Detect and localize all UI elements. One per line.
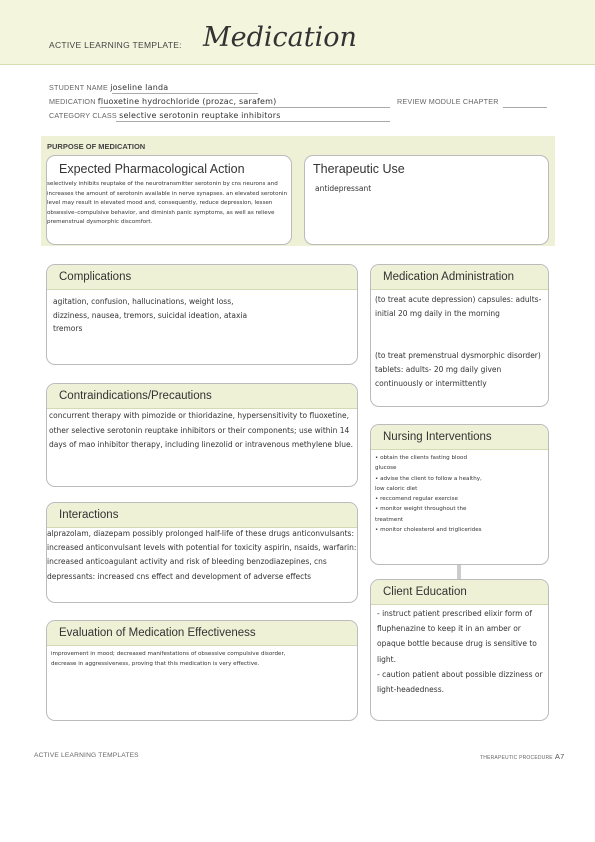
administration-text-2[interactable]: (to treat premenstrual dysmorphic disorder) tablets: adults- 20 mg daily given continuously or intermittently (375, 351, 541, 388)
client-education-text[interactable]: - instruct patient prescribed elixir form of fluphenazine to keep it in an amber or opaque bottle because drug is sensitive to light. - caution patient about possible dizziness or light-headedness. (377, 609, 543, 695)
therapeutic-use-box (304, 155, 549, 245)
connector-bar (457, 565, 461, 579)
medication-label: MEDICATION (49, 97, 96, 106)
student-name-row (49, 83, 168, 92)
template-label: ACTIVE LEARNING TEMPLATE: (49, 40, 182, 50)
interactions-text[interactable]: alprazolam, diazepam possibly prolonged half-life of these drugs anticonvulsants: increased anticonvulsant levels with potential for toxicity aspirin, nsaids, warfarin: increased anticoagulant activity and risk of bleeding benzodiazepines, cns depressants: increased cns effect and development of adverse effects (47, 529, 357, 581)
complications-text[interactable]: agitation, confusion, hallucinations, weight loss, dizziness, nausea, tremors, suicidal ideation, ataxia tremors (53, 297, 248, 333)
contraindications-title: Contraindications/Precautions (47, 384, 357, 409)
expected-action-box (46, 155, 292, 245)
nursing-interventions-title: Nursing Interventions (371, 425, 548, 450)
therapeutic-use-title: Therapeutic Use (313, 162, 405, 176)
footer-page: A7 (554, 752, 565, 761)
footer-right (480, 752, 564, 761)
category-row (49, 111, 281, 120)
complications-title: Complications (47, 265, 357, 290)
page-title: Medication (203, 22, 357, 53)
review-module-underline[interactable] (503, 107, 547, 108)
interactions-box (46, 502, 358, 603)
evaluation-box (46, 620, 358, 721)
student-name-value[interactable]: joseline landa (110, 83, 169, 92)
footer-procedure: THERAPEUTIC PROCEDURE (480, 755, 553, 761)
contraindications-text[interactable]: concurrent therapy with pimozide or thioridazine, hypersensitivity to fluoxetine, other selective serotonin reuptake inhibitors or their components; use within 14 days of mao inhibitor therapy, including linezolid or intravenous methylene blue. (49, 411, 354, 449)
student-name-label: STUDENT NAME (49, 83, 108, 92)
client-education-title: Client Education (371, 580, 548, 605)
therapeutic-use-text[interactable]: antidepressant (315, 184, 372, 193)
footer-left: ACTIVE LEARNING TEMPLATES (34, 752, 139, 759)
evaluation-title: Evaluation of Medication Effectiveness (47, 621, 357, 646)
client-education-box (370, 579, 549, 721)
medication-underline (100, 107, 390, 108)
evaluation-text[interactable]: improvement in mood; decreased manifestations of obsessive compulsive disorder, decrease in aggressiveness, proving that this medication is very effective. (51, 651, 286, 668)
nursing-interventions-text[interactable]: • obtain the clients fasting blood glucose • advise the client to follow a healthy, low caloric diet • reccomend regular exercise • monitor weight throughout the treatment • monitor cholesterol and triglicerides (375, 455, 482, 534)
category-value[interactable]: selective serotonin reuptake inhibitors (119, 111, 281, 120)
interactions-title: Interactions (47, 503, 357, 528)
student-name-underline (112, 93, 258, 94)
category-label: CATEGORY CLASS (49, 111, 117, 120)
administration-text-1[interactable]: (to treat acute depression) capsules: adults- initial 20 mg daily in the morning (375, 295, 542, 318)
contraindications-box (46, 383, 358, 487)
expected-action-title: Expected Pharmacological Action (59, 162, 245, 176)
expected-action-text[interactable]: selectively inhibits reuptake of the neurotransmitter serotonin by cns neurons and increases the amount of serotonin available in nerve synapses. an elevated serotonin level may result in elevated mood and, consequently, reduce depression, lessen obsessive–compulsive behavior, and diminish panic symptoms, as well as relieve premenstrual dysmorphic discomfort. (47, 181, 288, 226)
medication-value[interactable]: fluoxetine hydrochloride (prozac, sarafem) (97, 97, 277, 106)
medication-administration-box (370, 264, 549, 407)
medication-row (49, 97, 277, 106)
medication-administration-title: Medication Administration (371, 265, 548, 290)
category-underline (116, 121, 390, 122)
purpose-title: PURPOSE OF MEDICATION (47, 142, 146, 151)
nursing-interventions-box (370, 424, 549, 565)
review-module-label: REVIEW MODULE CHAPTER (397, 97, 499, 106)
header-band (0, 0, 595, 65)
complications-box (46, 264, 358, 365)
review-module-row (397, 97, 499, 106)
